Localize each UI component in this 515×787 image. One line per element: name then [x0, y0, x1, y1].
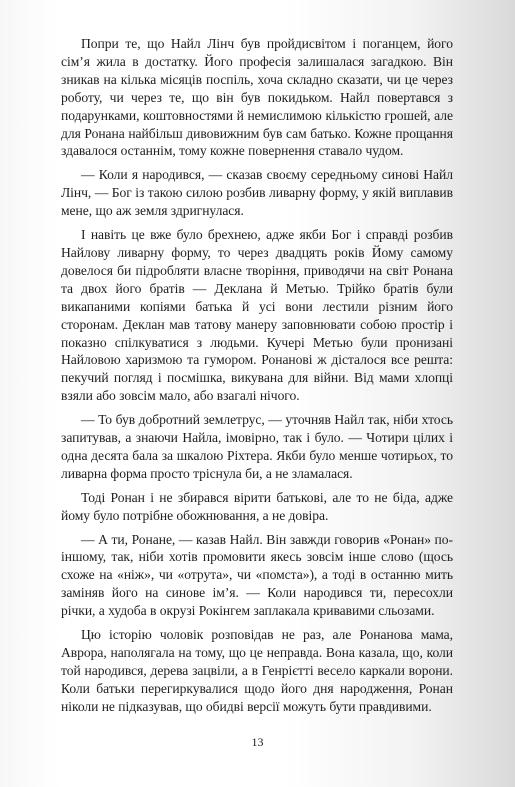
paragraph: Попри те, що Найл Лінч був пройдисвітом і поганцем, його сім’я жила в достатку. Його професія залишалася загадкою. Він зникав на кілька місяців поспіль, хоча складно сказати, чи це через роботу, чи через те, що він був покидьком. Найл повертався з подарунками, коштовностями й немислимою кількістю грошей, але для Ронана найбільш дивовижним був сам батько. Кожне прощання здавалося останнім, тому кожне повернення ставало чудом.: [61, 36, 453, 159]
paragraph: І навіть це вже було брехнею, адже якби Бог і справді розбив Найлову ливарну форму, то через двадцять років Йому самому довелося би підробляти власне творіння, приводячи на світ Ронана та двох його братів — Деклана й Метью. Трійко братів були викапаними копіями батька й усі вони лестили різним його сторонам. Деклан мав татову манеру заповнювати собою простір і показно спілкуватися з людьми. Кучері Метью були пронизані Найловою харизмою та гумором. Ронанові ж дісталося все решта: пекучий погляд і посмішка, викувана для війни. Від мами хлопці взяли або зовсім мало, або взагалі нічого.: [61, 227, 453, 404]
paragraph: — То був добротний землетрус, — уточняв Найл так, ніби хтось запитував, а знаючи Найла, імовірно, так і було. — Чотири цілих і одна десята бала за шкалою Ріхтера. Якби було менше чотирьох, то ливарна форма просто тріснула би, а не зламалася.: [61, 412, 453, 481]
body-text: [61, 35, 453, 716]
paragraph: — А ти, Ронане, — казав Найл. Він завжди говорив «Ронан» по-іншому, так, ніби хотів промовити якесь зовсім інше слово (щось схоже на «ніж», чи «отрута», чи «помста»), а тоді в останню мить заміняв його на синове ім’я. — Коли народився ти, пересохли річки, а худоба в окрузі Рокінгем заплакала кривавими сльозами.: [61, 531, 453, 619]
page-number: 13: [251, 735, 264, 749]
paragraph: — Коли я народився, — сказав своєму середньому синові Найл Лінч, — Бог із такою силою розбив ливарну форму, у якій виплавив мене, що аж земля здригнулася.: [61, 167, 453, 219]
paragraph: Тоді Ронан і не збирався вірити батькові, але то не біда, адже йому було потрібне обожнювання, а не довіра.: [61, 489, 453, 523]
paragraph: Цю історію чоловік розповідав не раз, але Ронанова мама, Аврора, наполягала на тому, що це неправда. Вона казала, що, коли той народився, дерева зацвіли, а в Генрієтті весело каркали ворони. Коли батьки перегиркувалися щодо його дня народження, Ронан ніколи не підказував, що обидві версії можуть бути правдивими.: [61, 627, 453, 714]
